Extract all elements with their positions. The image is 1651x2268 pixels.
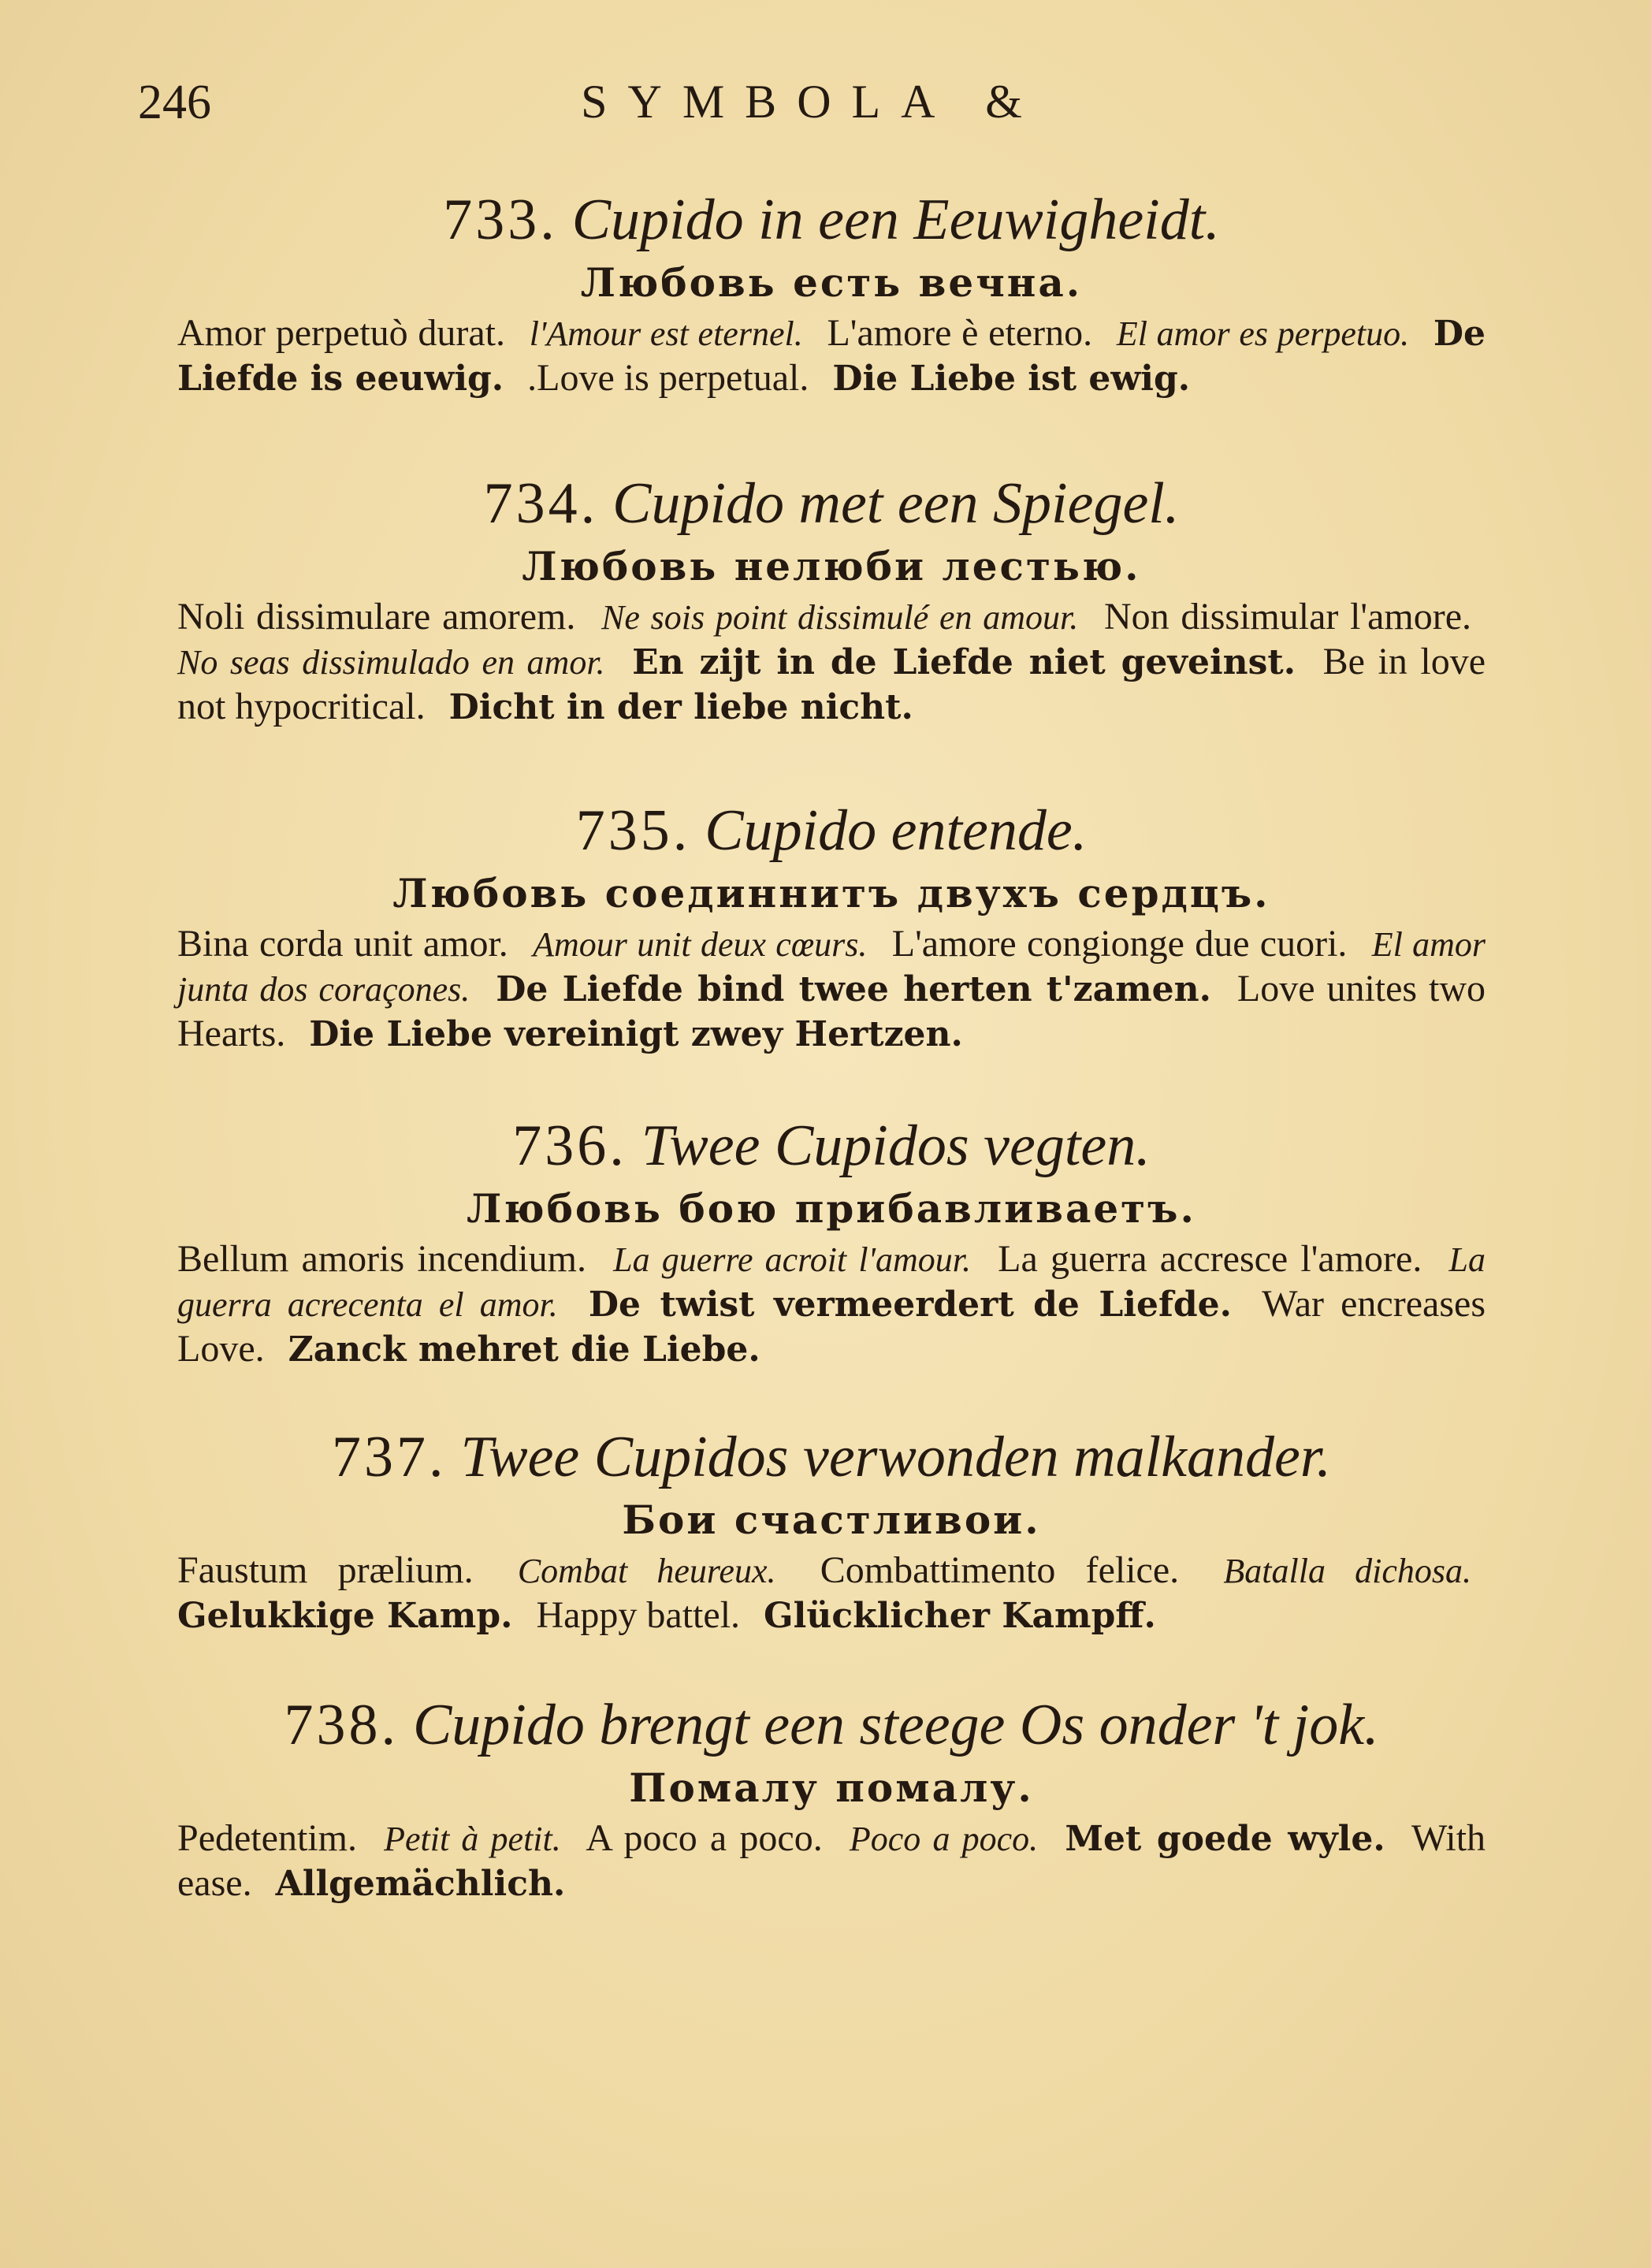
emblem-entry-735 bbox=[177, 796, 1486, 1057]
translation-phrase: Glücklicher Kampff. bbox=[764, 1596, 1156, 1636]
running-head: SYMBOLA & bbox=[581, 76, 1043, 128]
emblem-entry-738 bbox=[177, 1690, 1486, 1906]
entry-translations bbox=[177, 1237, 1486, 1372]
entry-number: 738. bbox=[284, 1693, 399, 1757]
translation-phrase: De twist vermeerdert de Liefde. bbox=[588, 1285, 1232, 1325]
entry-name: Cupido in een Eeuwigheidt. bbox=[571, 188, 1220, 252]
translation-phrase: Gelukkige Kamp. bbox=[177, 1596, 513, 1636]
translation-phrase: Amour unit deux cœurs. bbox=[533, 925, 868, 964]
translation-phrase: Amor perpetuò durat. bbox=[177, 312, 506, 354]
entry-title bbox=[177, 1422, 1486, 1492]
translation-phrase: La guerre acroit l'amour. bbox=[613, 1240, 971, 1279]
translation-phrase: Batalla dichosa. bbox=[1223, 1552, 1472, 1590]
translation-phrase: Dicht in der liebe nicht. bbox=[448, 687, 913, 727]
entry-name: Cupido entende. bbox=[705, 798, 1088, 863]
entry-number: 734. bbox=[483, 471, 599, 536]
russian-motto: Любовь есть вечна. bbox=[580, 259, 1083, 306]
entry-name: Cupido met een Spiegel. bbox=[612, 471, 1180, 536]
entry-name: Twee Cupidos verwonden malkander. bbox=[460, 1425, 1331, 1489]
entry-name: Cupido brengt een steege Os onder 't jok. bbox=[412, 1693, 1379, 1757]
russian-motto: Бои счастливои. bbox=[622, 1497, 1041, 1543]
translation-phrase: La guerra acrecenta el amor. bbox=[177, 1240, 1486, 1324]
translation-phrase: Allgemächlich. bbox=[275, 1864, 566, 1904]
entry-translations bbox=[177, 595, 1486, 730]
translation-phrase: Faustum prælium. bbox=[177, 1549, 474, 1591]
page-header bbox=[138, 75, 1486, 146]
translation-phrase: L'amore congionge due cuori. bbox=[891, 923, 1348, 965]
translation-phrase: No seas dissimulado en amor. bbox=[177, 643, 605, 682]
translation-phrase: De Liefde bind twee herten t'zamen. bbox=[496, 969, 1211, 1009]
translation-phrase: El amor junta dos coraçones. bbox=[177, 925, 1486, 1009]
russian-motto: Помалу помалу. bbox=[629, 1764, 1034, 1811]
translation-phrase: Combattimento felice. bbox=[820, 1549, 1180, 1591]
translation-phrase: En zijt in de Liefde niet geveinst. bbox=[632, 642, 1296, 682]
entry-number: 737. bbox=[332, 1425, 447, 1489]
russian-motto: Любовь соединнитъ двухъ сердцъ. bbox=[392, 870, 1270, 916]
translation-phrase: Be in love not hypocritical. bbox=[177, 641, 1486, 727]
translation-phrase: El amor es perpetuo. bbox=[1116, 314, 1410, 353]
emblem-entry-737 bbox=[177, 1422, 1486, 1638]
translation-phrase: Met goede wyle. bbox=[1065, 1819, 1385, 1859]
translation-phrase: Die Liebe ist ewig. bbox=[832, 359, 1191, 399]
translation-phrase: Noli dissimulare amorem. bbox=[177, 596, 576, 638]
page-number: 246 bbox=[138, 76, 211, 129]
entry-translations bbox=[177, 1549, 1486, 1638]
translation-phrase: La guerra accresce l'amore. bbox=[998, 1238, 1422, 1280]
translation-phrase: Poco a poco. bbox=[849, 1820, 1039, 1858]
entry-title bbox=[177, 1690, 1486, 1760]
translation-phrase: Bina corda unit amor. bbox=[177, 923, 508, 965]
translation-phrase: Die Liebe vereinigt zwey Hertzen. bbox=[309, 1014, 963, 1054]
emblem-entry-734 bbox=[177, 469, 1486, 730]
translation-phrase: With ease. bbox=[177, 1817, 1486, 1904]
emblem-entry-733 bbox=[177, 185, 1486, 401]
translation-phrase: L'amore è eterno. bbox=[827, 312, 1093, 354]
translation-phrase: Love unites two Hearts. bbox=[177, 968, 1486, 1054]
entry-name: Twee Cupidos vegten. bbox=[641, 1114, 1151, 1178]
translation-phrase: .Love is perpetual. bbox=[527, 357, 809, 399]
translation-phrase: Non dissimular l'amore. bbox=[1104, 596, 1472, 638]
translation-phrase: Bellum amoris incendium. bbox=[177, 1238, 586, 1280]
entry-number: 733. bbox=[443, 188, 558, 252]
entry-title bbox=[177, 1111, 1486, 1180]
entry-number: 735. bbox=[575, 798, 691, 863]
entry-translations bbox=[177, 1816, 1486, 1906]
russian-motto: Любовь бою прибавливаетъ. bbox=[467, 1185, 1196, 1232]
translation-phrase: Pedetentim. bbox=[177, 1817, 357, 1859]
translation-phrase: Petit à petit. bbox=[384, 1820, 561, 1858]
entry-title bbox=[177, 185, 1486, 255]
translation-phrase: l'Amour est eternel. bbox=[529, 314, 803, 353]
translation-phrase: Happy battel. bbox=[536, 1594, 741, 1636]
entry-translations bbox=[177, 311, 1486, 401]
translation-phrase: War encreases Love. bbox=[177, 1283, 1486, 1370]
entry-title bbox=[177, 469, 1486, 538]
translation-phrase: A poco a poco. bbox=[586, 1817, 823, 1859]
entry-title bbox=[177, 796, 1486, 865]
entry-translations bbox=[177, 922, 1486, 1057]
translation-phrase: De Liefde is eeuwig. bbox=[177, 314, 1486, 399]
translation-phrase: Zanck mehret die Liebe. bbox=[288, 1329, 760, 1370]
emblem-entry-736 bbox=[177, 1111, 1486, 1372]
translation-phrase: Ne sois point dissimulé en amour. bbox=[601, 598, 1079, 637]
russian-motto: Любовь нелюби лестью. bbox=[522, 543, 1141, 589]
translation-phrase: Combat heureux. bbox=[517, 1552, 776, 1590]
entry-number: 736. bbox=[512, 1114, 627, 1178]
